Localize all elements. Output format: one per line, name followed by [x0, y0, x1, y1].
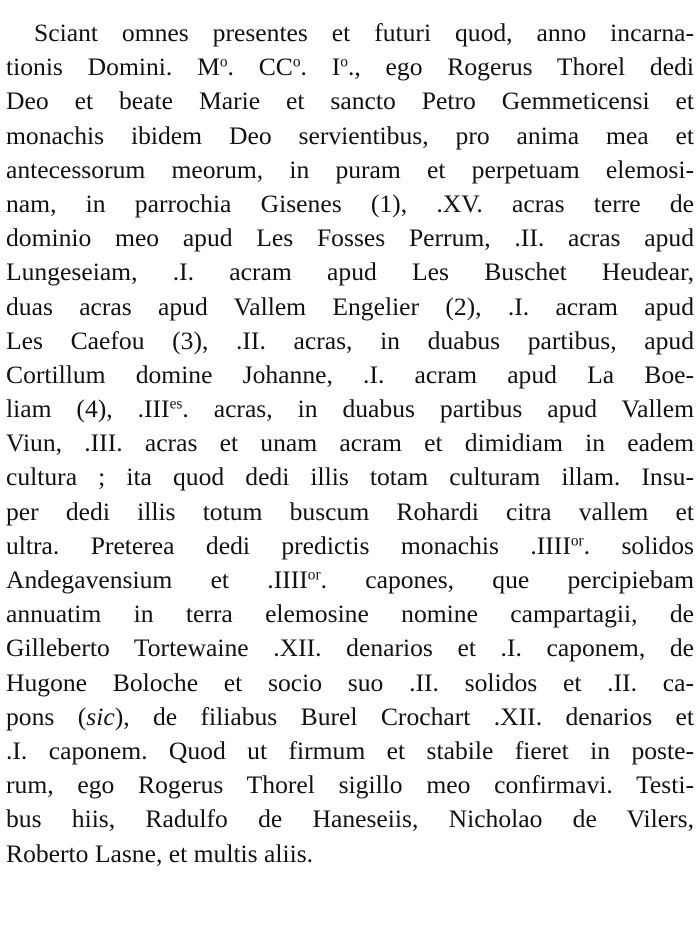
text-line: annuatim in terra elemosine nomine campartagii, de [6, 599, 694, 629]
text-line: Sciant omnes presentes et futuri quod, anno incarna- [34, 18, 694, 47]
text-line: Viun, .III. acras et unam acram et dimidiam in eadem [6, 428, 694, 458]
text-line: bus hiis, Radulfo de Haneseiis, Nicholao de Vilers, [6, 804, 694, 834]
text-line: nam, in parrochia Gisenes (1), .XV. acras terre de [6, 188, 694, 218]
text-line: rum, ego Rogerus Thorel sigillo meo confirmavi. Testi- [6, 770, 694, 800]
text-line: Gilleberto Tortewaine .XII. denarios et .I. caponem, de [6, 633, 694, 663]
text-line: Roberto Lasne, et multis aliis. [6, 838, 314, 868]
text-line: Lungeseiam, .I. acram apud Les Buschet Heudear, [6, 257, 694, 287]
text-line: .I. caponem. Quod ut firmum et stabile fieret in poste- [6, 735, 694, 765]
text-line: Les Caefou (3), .II. acras, in duabus partibus, apud [6, 325, 694, 355]
text-line: tionis Domini. $M^o$. $CC^o$. $I^o$., ego Rogerus Thorel dedi [6, 52, 694, 82]
text-line: dominio meo apud Les Fosses Perrum, .II. acras apud [6, 223, 694, 253]
text-line: Deo et beate Marie et sancto Petro Gemmeticensi et [6, 86, 694, 116]
charter-text [6, 16, 694, 871]
text-line: ultra. Preterea dedi predictis monachis $.IIII^{or}$. solidos [6, 530, 694, 560]
text-line: Cortillum domine Johanne, .I. acram apud La Boe- [6, 359, 694, 389]
text-line: pons (sic), de filiabus Burel Crochart .XII. denarios et [6, 701, 694, 731]
text-line: antecessorum meorum, in puram et perpetuam elemosi- [6, 154, 694, 184]
text-line: duas acras apud Vallem Engelier (2), .I. acram apud [6, 291, 694, 321]
text-line: Hugone Boloche et socio suo .II. solidos et .II. ca- [6, 667, 694, 697]
text-line: Andegavensium et $.IIII^{or}$. capones, que percipiebam [6, 565, 694, 594]
text-line: monachis ibidem Deo servientibus, pro anima mea et [6, 120, 694, 150]
text-line: cultura ; ita quod dedi illis totam culturam illam. Insu- [6, 462, 694, 492]
text-line: liam (4), $.III^{es}$. acras, in duabus partibus apud Vallem [6, 394, 694, 424]
text-line: per dedi illis totum buscum Rohardi citra vallem et [6, 496, 694, 526]
